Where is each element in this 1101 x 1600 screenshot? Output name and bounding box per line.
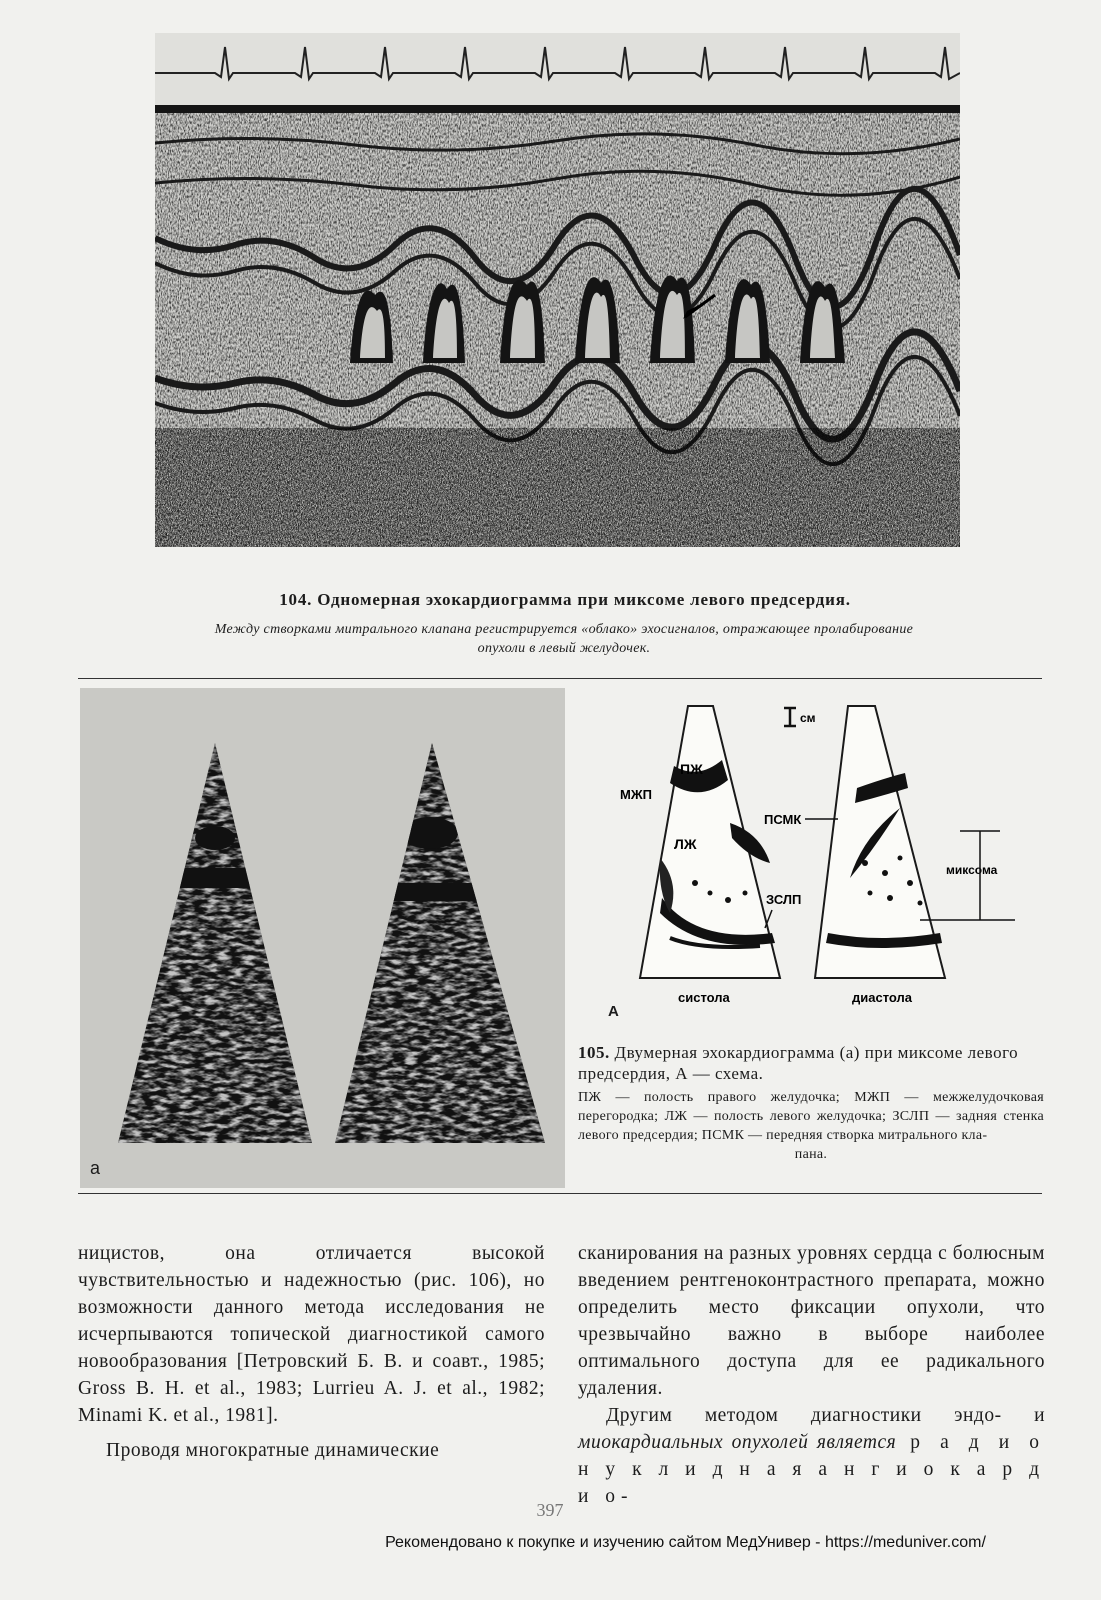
figure-105-schema-letter: А: [608, 1003, 619, 1020]
figure-104-description-line2: опухоли в левый желудочек.: [477, 641, 651, 656]
echocardiogram-schema-diagram: [600, 688, 1045, 1028]
paragraph-spaced: р а д и о н у к л и д н а я а н г и о к а р д и о-: [578, 1432, 1046, 1507]
paragraph: ницистов, она отличается высокой чувствительностью и надежностью (рис. 106), но возможности данного метода исследования не исчерпываются топической диагностикой самого новообразования [Петровский Б. В. и соавт., 1985; Gross B. H. et al., 1983; Lurrieu A. J. et al., 1982; Minami K. et al., 1981].: [78, 1243, 545, 1426]
figure-104-title: Одномерная эхокардиограмма при миксоме левого предсердия.: [317, 590, 851, 609]
footer: [0, 1534, 1101, 1552]
paragraph-start: Другим методом диагностики эндо- и: [606, 1405, 1045, 1426]
figure-105-title: Двумерная эхокардиограмма (а) при миксоме левого предсердия, А — схема.: [578, 1043, 1019, 1083]
figure-104-number: 104.: [279, 590, 313, 609]
label-pzh: ПЖ: [680, 761, 703, 777]
page-number: 397: [536, 1500, 564, 1520]
figure-104-caption-title: [80, 590, 1050, 610]
figure-105-caption-title: [578, 1042, 1040, 1084]
text-column-right: [578, 1240, 1045, 1510]
label-zslp: ЗСЛП: [766, 892, 802, 907]
horizontal-divider: [78, 678, 1042, 679]
paragraph: [578, 1402, 1045, 1510]
figure-105-number: 105.: [578, 1043, 610, 1062]
paragraph: Проводя многократные динамические: [106, 1440, 440, 1461]
text-column-left: [78, 1240, 545, 1464]
paragraph: сканирования на разных уровнях сердца с болюсным введением рентгеноконтрастного препарата, можно определить место фиксации опухоли, что чрезвычайно важно в выборе наиболее оптимального доступа для ее радикального удаления.: [578, 1243, 1045, 1399]
figure-104-caption-description: [78, 620, 1050, 658]
label-myxoma: миксома: [946, 863, 998, 877]
label-diastole: диастола: [852, 990, 913, 1005]
label-lzh: ЛЖ: [674, 836, 697, 852]
label-systole: систола: [678, 990, 730, 1005]
figure-105-legend-text: ПЖ — полость правого желудочка; МЖП — межжелудочковая перегородка; ЛЖ — полость левого желудочка; ЗСЛП — задняя стенка левого предсердия; ПСМК — передняя створка митрального кла-: [578, 1090, 1044, 1143]
label-psmk: ПСМК: [764, 812, 802, 827]
horizontal-divider: [78, 1193, 1042, 1194]
figure-104-description-line1: Между створками митрального клапана регистрируется «облако» эхосигналов, отражающее пролабирование: [214, 622, 914, 637]
footer-text: Рекомендовано к покупке и изучению сайтом МедУнивер - https://meduniver.com/: [385, 1534, 986, 1551]
scale-label: см: [800, 711, 816, 725]
m-mode-echocardiogram-image: [155, 33, 960, 547]
figure-105-legend: [578, 1088, 1044, 1164]
two-dimensional-echocardiogram-image: [80, 688, 565, 1188]
figure-105-panel-label: а: [90, 1158, 101, 1178]
paragraph-italic: миокардиальных опухолей является: [578, 1432, 897, 1453]
figure-105-legend-end: пана.: [794, 1147, 828, 1162]
label-mzhp: МЖП: [620, 787, 652, 802]
